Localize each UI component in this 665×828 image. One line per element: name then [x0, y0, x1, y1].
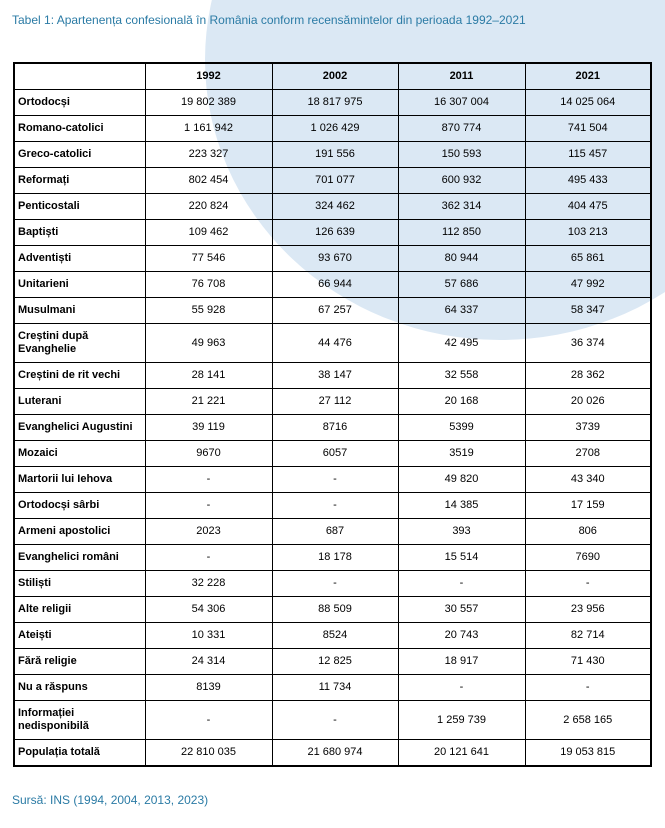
table-row: [14, 701, 651, 740]
value-cell: 741 504: [525, 116, 651, 142]
row-label: Unitarieni: [14, 272, 145, 298]
value-cell: 71 430: [525, 649, 651, 675]
value-cell: -: [272, 701, 398, 740]
row-label: Adventiști: [14, 246, 145, 272]
value-cell: 223 327: [145, 142, 272, 168]
value-cell: 57 686: [398, 272, 525, 298]
value-cell: 8139: [145, 675, 272, 701]
value-cell: 38 147: [272, 363, 398, 389]
value-cell: -: [525, 571, 651, 597]
year-header-cell: 2002: [272, 63, 398, 90]
row-label: Luterani: [14, 389, 145, 415]
value-cell: 16 307 004: [398, 90, 525, 116]
value-cell: 150 593: [398, 142, 525, 168]
year-header-cell: 2011: [398, 63, 525, 90]
row-label: Creștini după Evanghelie: [14, 324, 145, 363]
value-cell: 82 714: [525, 623, 651, 649]
value-cell: -: [398, 675, 525, 701]
value-cell: 20 026: [525, 389, 651, 415]
value-cell: 324 462: [272, 194, 398, 220]
table-header-row: [14, 63, 651, 90]
value-cell: 42 495: [398, 324, 525, 363]
value-cell: 24 314: [145, 649, 272, 675]
row-label: Armeni apostolici: [14, 519, 145, 545]
value-cell: 20 121 641: [398, 740, 525, 767]
value-cell: 23 956: [525, 597, 651, 623]
value-cell: -: [272, 467, 398, 493]
row-label: Reformați: [14, 168, 145, 194]
value-cell: 2 658 165: [525, 701, 651, 740]
row-label: Baptiști: [14, 220, 145, 246]
value-cell: 1 259 739: [398, 701, 525, 740]
value-cell: 495 433: [525, 168, 651, 194]
value-cell: 39 119: [145, 415, 272, 441]
table-row: [14, 649, 651, 675]
value-cell: 3519: [398, 441, 525, 467]
value-cell: 701 077: [272, 168, 398, 194]
value-cell: 43 340: [525, 467, 651, 493]
value-cell: 362 314: [398, 194, 525, 220]
value-cell: 404 475: [525, 194, 651, 220]
value-cell: 80 944: [398, 246, 525, 272]
value-cell: 76 708: [145, 272, 272, 298]
table-caption: Tabel 1: Apartenența confesională în România conform recensămintelor din perioada 1992–2021: [12, 13, 526, 27]
table-row: [14, 142, 651, 168]
table-row: [14, 571, 651, 597]
value-cell: -: [145, 701, 272, 740]
value-cell: 1 026 429: [272, 116, 398, 142]
value-cell: 19 802 389: [145, 90, 272, 116]
table-row: [14, 246, 651, 272]
value-cell: 21 680 974: [272, 740, 398, 767]
table-row: [14, 597, 651, 623]
value-cell: -: [272, 493, 398, 519]
census-table-head: [14, 63, 651, 90]
value-cell: 220 824: [145, 194, 272, 220]
row-label: Romano-catolici: [14, 116, 145, 142]
row-label: Evanghelici Augustini: [14, 415, 145, 441]
value-cell: 47 992: [525, 272, 651, 298]
row-label: Ortodocși sârbi: [14, 493, 145, 519]
value-cell: 14 025 064: [525, 90, 651, 116]
row-label: Creștini de rit vechi: [14, 363, 145, 389]
value-cell: 806: [525, 519, 651, 545]
census-table: [13, 62, 652, 767]
table-row: [14, 363, 651, 389]
value-cell: 93 670: [272, 246, 398, 272]
value-cell: 28 141: [145, 363, 272, 389]
value-cell: 687: [272, 519, 398, 545]
value-cell: 44 476: [272, 324, 398, 363]
table-row: [14, 298, 651, 324]
year-header-cell: 1992: [145, 63, 272, 90]
row-label: Stiliști: [14, 571, 145, 597]
row-label: Alte religii: [14, 597, 145, 623]
value-cell: 18 917: [398, 649, 525, 675]
row-label: Populația totală: [14, 740, 145, 767]
row-label: Martorii lui Iehova: [14, 467, 145, 493]
value-cell: 8524: [272, 623, 398, 649]
value-cell: 15 514: [398, 545, 525, 571]
value-cell: 2708: [525, 441, 651, 467]
value-cell: 6057: [272, 441, 398, 467]
value-cell: 77 546: [145, 246, 272, 272]
table-row: [14, 415, 651, 441]
value-cell: 115 457: [525, 142, 651, 168]
value-cell: 7690: [525, 545, 651, 571]
value-cell: 49 963: [145, 324, 272, 363]
table-row: [14, 194, 651, 220]
value-cell: 21 221: [145, 389, 272, 415]
value-cell: 20 168: [398, 389, 525, 415]
value-cell: 22 810 035: [145, 740, 272, 767]
row-label: Ortodocși: [14, 90, 145, 116]
value-cell: 19 053 815: [525, 740, 651, 767]
value-cell: 8716: [272, 415, 398, 441]
value-cell: 112 850: [398, 220, 525, 246]
value-cell: 49 820: [398, 467, 525, 493]
row-label: Informației nedisponibilă: [14, 701, 145, 740]
value-cell: 88 509: [272, 597, 398, 623]
census-table-body: [14, 90, 651, 767]
value-cell: 3739: [525, 415, 651, 441]
table-row: [14, 493, 651, 519]
row-label: Greco-catolici: [14, 142, 145, 168]
value-cell: -: [145, 467, 272, 493]
value-cell: 28 362: [525, 363, 651, 389]
value-cell: -: [525, 675, 651, 701]
value-cell: 55 928: [145, 298, 272, 324]
value-cell: 9670: [145, 441, 272, 467]
value-cell: 109 462: [145, 220, 272, 246]
value-cell: 64 337: [398, 298, 525, 324]
row-label: Nu a răspuns: [14, 675, 145, 701]
value-cell: 65 861: [525, 246, 651, 272]
table-row: [14, 272, 651, 298]
value-cell: 32 558: [398, 363, 525, 389]
row-label: Fără religie: [14, 649, 145, 675]
value-cell: 600 932: [398, 168, 525, 194]
table-row: [14, 519, 651, 545]
value-cell: 67 257: [272, 298, 398, 324]
table-row: [14, 220, 651, 246]
value-cell: 1 161 942: [145, 116, 272, 142]
value-cell: 20 743: [398, 623, 525, 649]
value-cell: 393: [398, 519, 525, 545]
value-cell: 66 944: [272, 272, 398, 298]
value-cell: 30 557: [398, 597, 525, 623]
table-row: [14, 441, 651, 467]
value-cell: -: [145, 493, 272, 519]
table-row: [14, 90, 651, 116]
value-cell: 32 228: [145, 571, 272, 597]
table-row: [14, 389, 651, 415]
table-row: [14, 740, 651, 767]
value-cell: 36 374: [525, 324, 651, 363]
value-cell: 802 454: [145, 168, 272, 194]
value-cell: 54 306: [145, 597, 272, 623]
value-cell: 12 825: [272, 649, 398, 675]
year-header-cell: 2021: [525, 63, 651, 90]
table-row: [14, 168, 651, 194]
source-note: Sursă: INS (1994, 2004, 2013, 2023): [12, 793, 209, 807]
value-cell: -: [272, 571, 398, 597]
value-cell: -: [398, 571, 525, 597]
value-cell: 5399: [398, 415, 525, 441]
row-label: Musulmani: [14, 298, 145, 324]
value-cell: 126 639: [272, 220, 398, 246]
value-cell: 870 774: [398, 116, 525, 142]
corner-header-cell: [14, 63, 145, 90]
row-label: Mozaici: [14, 441, 145, 467]
value-cell: 103 213: [525, 220, 651, 246]
value-cell: 18 178: [272, 545, 398, 571]
table-row: [14, 623, 651, 649]
value-cell: 14 385: [398, 493, 525, 519]
value-cell: 10 331: [145, 623, 272, 649]
value-cell: 18 817 975: [272, 90, 398, 116]
value-cell: 191 556: [272, 142, 398, 168]
row-label: Ateiști: [14, 623, 145, 649]
value-cell: 11 734: [272, 675, 398, 701]
table-row: [14, 467, 651, 493]
value-cell: 17 159: [525, 493, 651, 519]
value-cell: 2023: [145, 519, 272, 545]
value-cell: 58 347: [525, 298, 651, 324]
row-label: Evanghelici români: [14, 545, 145, 571]
table-row: [14, 545, 651, 571]
table-row: [14, 116, 651, 142]
table-row: [14, 675, 651, 701]
value-cell: -: [145, 545, 272, 571]
value-cell: 27 112: [272, 389, 398, 415]
row-label: Penticostali: [14, 194, 145, 220]
table-row: [14, 324, 651, 363]
